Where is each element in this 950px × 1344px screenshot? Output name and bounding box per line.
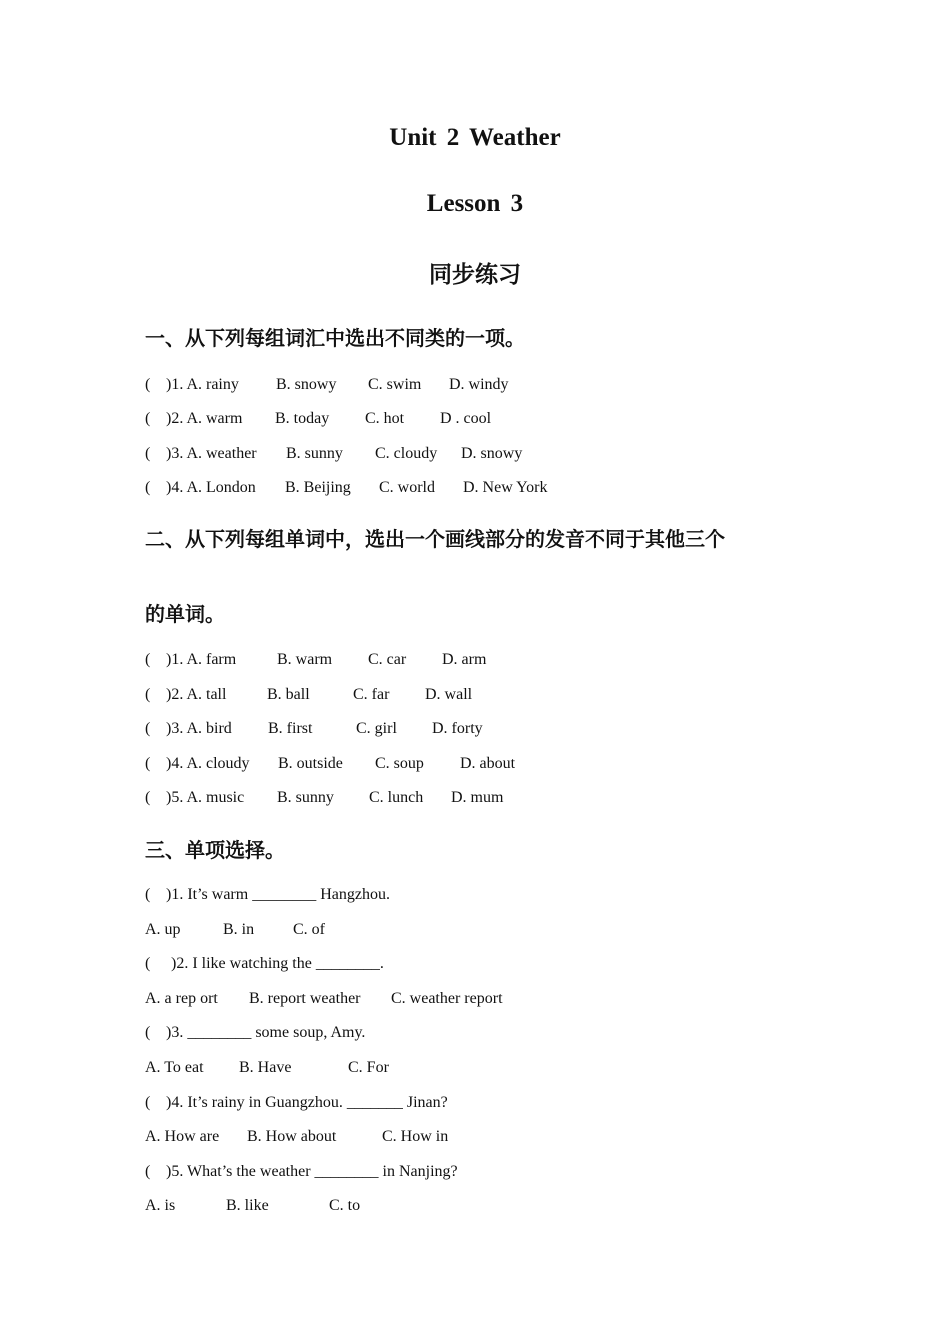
lesson-title: Lesson 3: [426, 190, 524, 217]
unit-title: Unit 2 Weather: [389, 124, 561, 151]
part3-heading: 三、单项选择。: [145, 838, 285, 862]
part2-heading: 二、从下列每组单词中，选出一个画线部分的发音不同于其他三个: [145, 527, 725, 551]
page-subtitle: 同步练习: [429, 262, 521, 288]
part1-heading: 一、从下列每组词汇中选出不同类的一项。: [145, 326, 525, 350]
part2-heading-cont: 的单词。: [145, 602, 225, 626]
